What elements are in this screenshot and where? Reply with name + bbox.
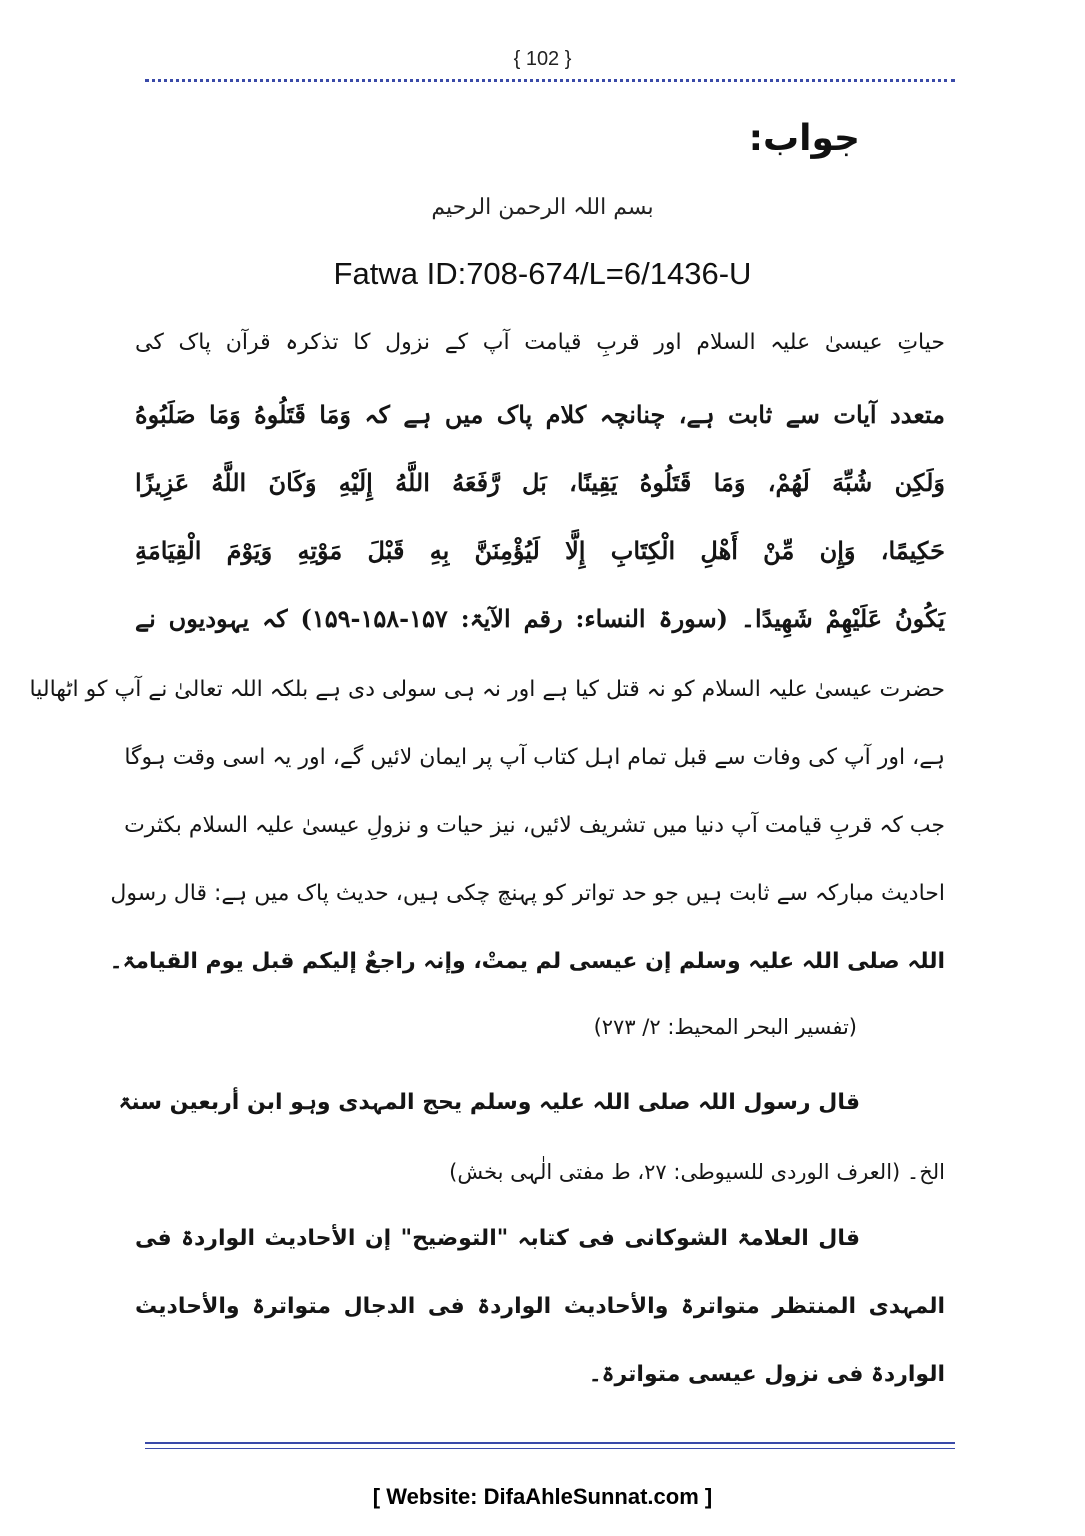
paragraph-line: ہے، اور آپ کی وفات سے قبل تمام اہل کتاب آپ پر ایمان لائیں گے، اور یہ اسی وقت ہوگا <box>124 745 945 770</box>
citation-urf: الخ۔ (العرف الوردی للسیوطی: ۲۷، ط مفتی الٰہی بخش) <box>449 1160 945 1184</box>
paragraph-line: يَكُونُ عَلَيْهِمْ شَهِيدًا۔ (سورۃ النساء: رقم الآیۃ: ۱۵۷-۱۵۸-۱۵۹) کہ یہودیوں نے <box>135 604 945 633</box>
citation-tafsir: (تفسیر البحر المحیط: ۲/ ۲۷۳) <box>593 1015 857 1039</box>
footer-divider <box>145 1442 955 1449</box>
paragraph-line: حیاتِ عیسیٰ علیہ السلام اور قربِ قیامت آپ کے نزول کا تذکرہ قرآن پاک کی <box>135 330 945 355</box>
answer-heading: جواب: <box>748 118 860 159</box>
shawkani-line: الواردۃ فی نزول عیسی متواترۃ۔ <box>588 1362 945 1387</box>
paragraph-line: متعدد آیات سے ثابت ہے، چنانچہ کلام پاک میں ہے کہ وَمَا قَتَلُوهُ وَمَا صَلَبُوهُ <box>135 400 945 429</box>
paragraph-line: وَلَكِن شُبِّهَ لَهُمْ، وَمَا قَتَلُوهُ يَقِينًا، بَل رَّفَعَهُ اللَّهُ إِلَيْهِ وَكَانَ اللَّهُ عَزِيزًا <box>135 468 945 497</box>
paragraph-line: جب کہ قربِ قیامت آپ دنیا میں تشریف لائیں، نیز حیات و نزولِ عیسیٰ علیہ السلام بکثرت <box>124 813 945 838</box>
website-footer: [ Website: DifaAhleSunnat.com ] <box>372 1484 713 1509</box>
paragraph-line: حَكِيمًا، وَإِن مِّنْ أَهْلِ الْكِتَابِ إِلَّا لَيُؤْمِنَنَّ بِهِ قَبْلَ مَوْتِهِ وَيَوْمَ الْقِيَامَةِ <box>135 536 945 565</box>
page-number: { 102 } <box>513 48 572 70</box>
hadith-line: قال رسول اللہ صلی اللہ علیہ وسلم یحج المہدی وہو ابن أربعین سنۃ <box>118 1090 860 1115</box>
fatwa-id: Fatwa ID:708-674/L=6/1436-U <box>333 256 752 291</box>
paragraph-line: احادیث مبارکہ سے ثابت ہیں جو حد تواتر کو پہنچ چکی ہیں، حدیث پاک میں ہے: قال رسول <box>110 881 945 906</box>
header-divider <box>145 79 955 82</box>
shawkani-line: قال العلامۃ الشوکانی فی کتابہ "التوضیح" إن الأحادیث الواردۃ فی <box>135 1226 860 1251</box>
bismillah: بسم اللہ الرحمن الرحیم <box>431 195 654 220</box>
paragraph-line: اللہ صلی اللہ علیہ وسلم إن عیسی لم یمتْ، وإنہ راجعٌ إلیکم قبل یوم القیامۃ۔ <box>109 949 945 974</box>
shawkani-line: المہدی المنتظر متواترۃ والأحادیث الواردۃ فی الدجال متواترۃ والأحادیث <box>135 1294 945 1319</box>
paragraph-line: حضرت عیسیٰ علیہ السلام کو نہ قتل کیا ہے اور نہ ہی سولی دی ہے بلکہ اللہ تعالیٰ نے آپ کو اٹھالیا <box>29 677 945 702</box>
